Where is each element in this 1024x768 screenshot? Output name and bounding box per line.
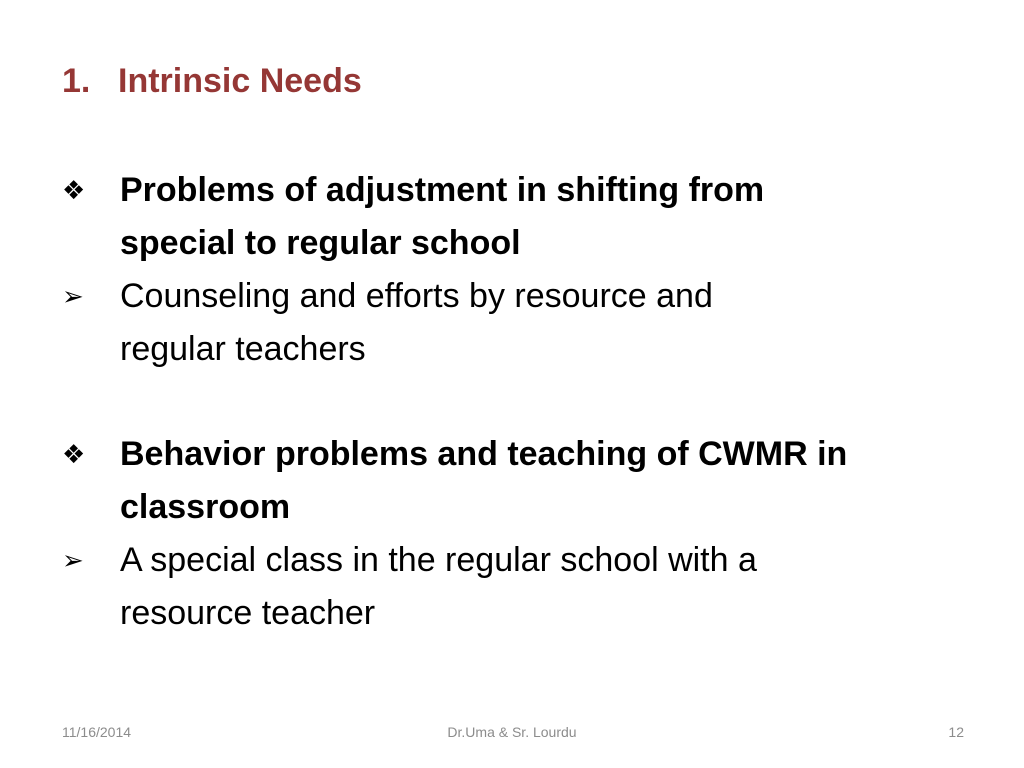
arrowhead-bullet-icon: ➢ bbox=[62, 281, 84, 311]
arrowhead-bullet-icon: ➢ bbox=[62, 545, 84, 575]
bullet-line: Counseling and efforts by resource and bbox=[120, 277, 713, 315]
bullet-line: Behavior problems and teaching of CWMR in bbox=[120, 435, 848, 473]
bullet-line: regular teachers bbox=[120, 330, 366, 368]
diamond-bullet-icon: ❖ bbox=[62, 175, 86, 205]
bullet-line: A special class in the regular school with a bbox=[120, 541, 757, 579]
footer-date: 11/16/2014 bbox=[62, 724, 132, 740]
bullet-line: special to regular school bbox=[120, 224, 521, 262]
bullet-item-counseling bbox=[62, 270, 713, 376]
slide-heading bbox=[62, 62, 362, 101]
diamond-bullet-icon: ❖ bbox=[62, 439, 86, 469]
bullet-line: classroom bbox=[120, 488, 291, 526]
footer-page-number: 12 bbox=[948, 724, 964, 740]
heading-number: 1. bbox=[62, 62, 91, 100]
bullet-line: resource teacher bbox=[120, 594, 376, 632]
bullet-item-behavior bbox=[62, 428, 847, 534]
bullet-line: Problems of adjustment in shifting from bbox=[120, 171, 765, 209]
bullet-item-special-class bbox=[62, 534, 757, 640]
heading-title: Intrinsic Needs bbox=[118, 62, 362, 100]
bullet-item-adjustment bbox=[62, 164, 764, 270]
footer-author: Dr.Uma & Sr. Lourdu bbox=[447, 724, 577, 740]
